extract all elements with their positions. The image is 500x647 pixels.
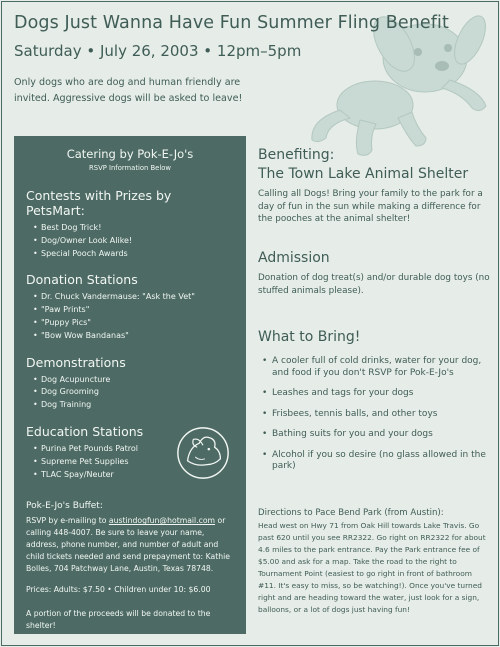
shelter-name: The Town Lake Animal Shelter (258, 166, 469, 182)
list-item: • "Bow Wow Bandanas" (33, 330, 234, 343)
list-item: • Dog Acupuncture (33, 374, 234, 387)
section-heading-contests: Contests with Prizes by PetsMart: (26, 188, 172, 218)
buffet-text-pre: RSVP by e-mailing to (26, 516, 109, 526)
list-item: • "Puppy Pics" (33, 317, 234, 330)
admission-section (258, 249, 490, 297)
buffet-text-post: or calling 448-4007. Be sure to leave your name, address, phone number, and number of adult and child tickets needed and send prepayment to: Kathie Bolles, 704 Patchway Lane, Austin, Texas 78748. (26, 516, 230, 574)
event-date: Saturday • July 26, 2003 • 12pm–5pm (14, 42, 302, 60)
list-item: • Dog Grooming (33, 386, 234, 399)
list-item: • Best Dog Trick! (33, 222, 234, 235)
list-item: • Supreme Pet Supplies (33, 456, 234, 469)
demonstrations-list (33, 374, 234, 412)
buffet-text (26, 515, 234, 575)
admission-heading: Admission (258, 250, 330, 266)
list-item: • Frisbees, tennis balls, and other toys (262, 409, 490, 421)
list-item: • "Paw Prints" (33, 304, 234, 317)
prices-text: Prices: Adults: $7.50 • Children under 10: $6.00 (26, 585, 211, 595)
benefiting-section (258, 146, 490, 226)
directions-text: Head west on Hwy 71 from Oak Hill towards Lake Travis. Go past 620 until you see RR2322. Go right on RR2322 for about 4.6 miles to the park entrance. Pay the Park entrance fee of $5.00 and ask for a map. Take the road to the right to Tournament Point (easiest to go right in front of bathroom #11. It's easy to miss, so be watching!). Once you've turned right and are heading toward the water, just look for a sign, balloons, or a lot of dogs just having fun! (258, 521, 486, 614)
list-item: • Dr. Chuck Vandermause: "Ask the Vet" (33, 291, 234, 304)
bring-heading: What to Bring! (258, 329, 361, 345)
catering-title: Catering by Pok-E-Jo's (66, 147, 194, 161)
list-item: • Leashes and tags for your dogs (262, 388, 490, 400)
list-item: • Dog/Owner Look Alike! (33, 235, 234, 248)
section-heading-education: Education Stations (26, 423, 144, 439)
intro-text: Only dogs who are dog and human friendly are invited. Aggressive dogs will be asked to leave! (14, 77, 243, 104)
list-item: • Bathing suits for you and your dogs (262, 429, 490, 441)
list-item: • A cooler full of cold drinks, water for your dog, and food if you don't RSVP for Pok-E-Jo's (262, 356, 490, 379)
buffet-heading: Pok-E-Jo's Buffet: (26, 501, 103, 512)
page-title: Dogs Just Wanna Have Fun Summer Fling Benefit (14, 13, 449, 33)
list-item: • Purina Pet Pounds Patrol (33, 443, 234, 456)
benefiting-heading: Benefiting: (258, 147, 335, 163)
directions-heading: Directions to Pace Bend Park (from Austin): (258, 508, 444, 518)
section-heading-demonstrations: Demonstrations (26, 354, 126, 370)
portion-text: A portion of the proceeds will be donated to the shelter! (26, 609, 211, 631)
list-item: • TLAC Spay/Neuter (33, 469, 234, 482)
what-to-bring-section (258, 328, 490, 482)
catering-subtitle: RSVP Information Below (89, 164, 171, 172)
donation-list (33, 291, 234, 342)
list-item: • Dog Training (33, 399, 234, 412)
contests-list (33, 222, 234, 260)
section-heading-donation: Donation Stations (26, 272, 138, 288)
bring-list (262, 356, 490, 473)
admission-text: Donation of dog treat(s) and/or durable dog toys (no stuffed animals please). (258, 273, 490, 296)
dog-cat-logo (174, 424, 232, 482)
info-panel (14, 136, 246, 634)
rsvp-email-link[interactable]: austindogfun@hotmail.com (108, 516, 216, 526)
list-item: • Special Pooch Awards (33, 248, 234, 261)
directions-section (258, 508, 490, 616)
benefiting-text: Calling all Dogs! Bring your family to the park for a day of fun in the sun while making a difference for the pooches at the animal shelter! (258, 189, 483, 224)
list-item: • Alcohol if you so desire (no glass allowed in the park) (262, 450, 490, 473)
